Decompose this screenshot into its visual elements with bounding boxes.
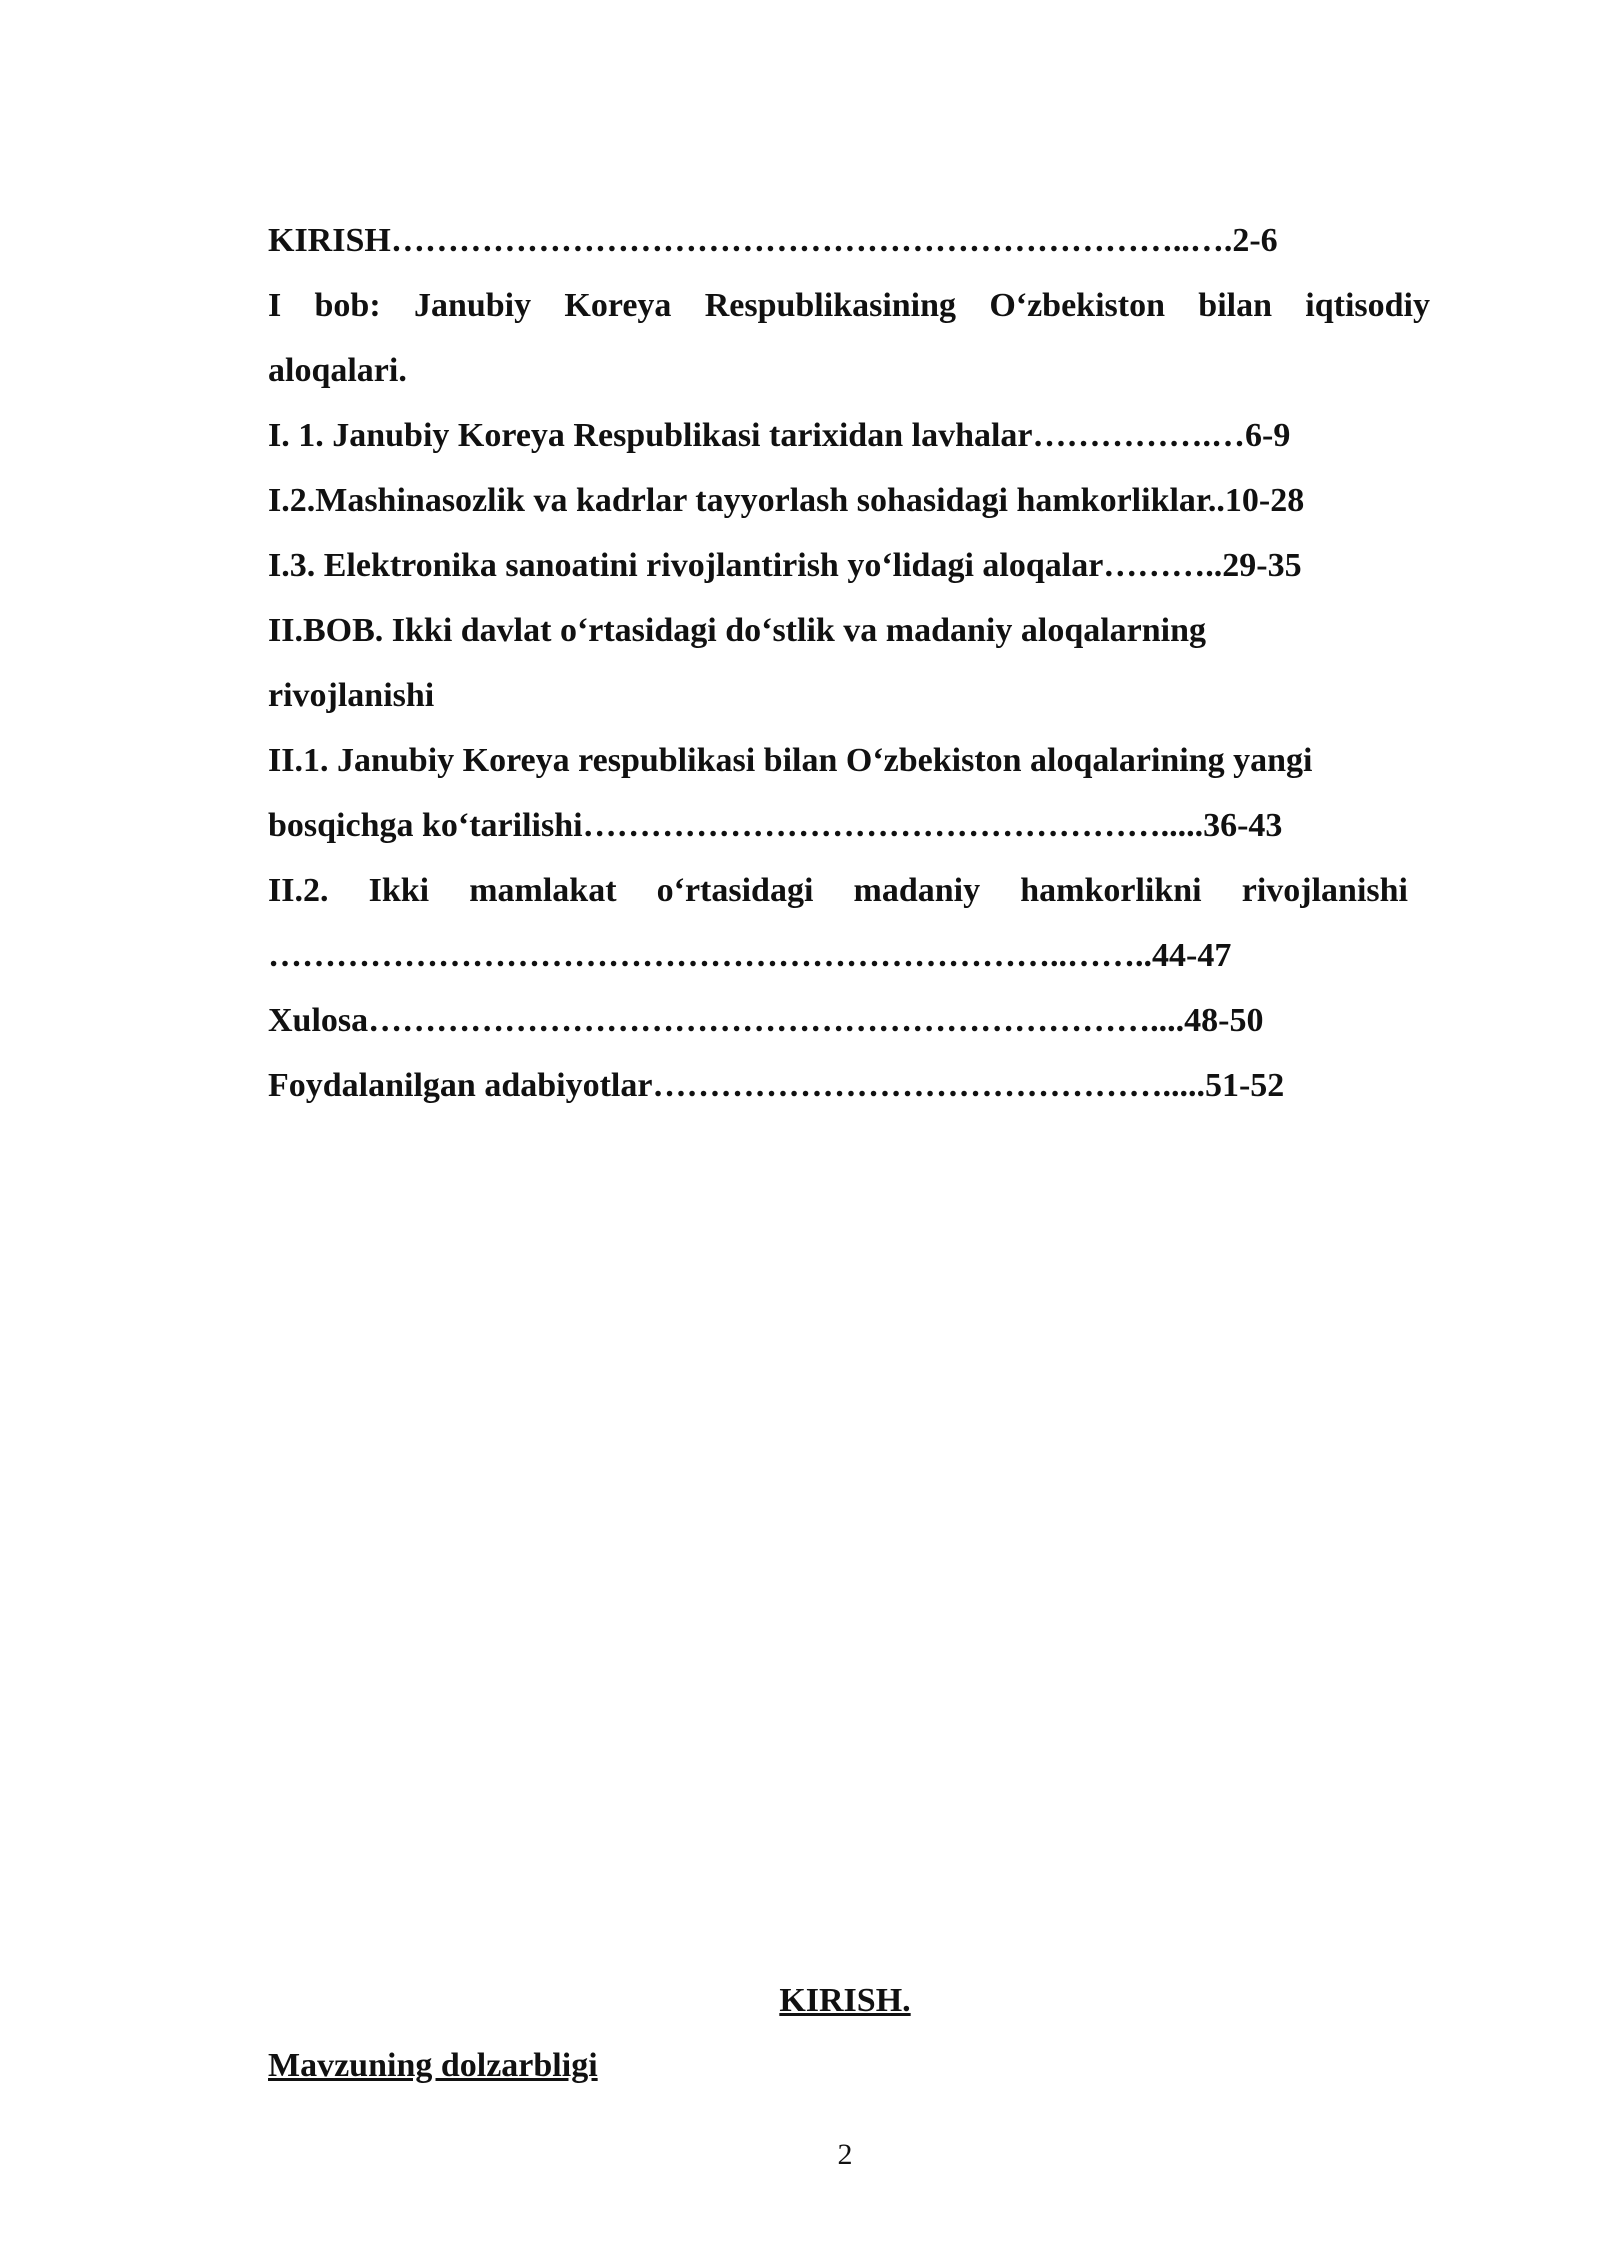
subsection-title: Mavzuning dolzarbligi [268, 2047, 598, 2084]
toc-entry-2-2-cont: ……………………………………………………………..……..44-47 [268, 937, 1232, 974]
toc-entry-bibliography: Foydalanilgan adabiyotlar……………………………………….....51-52 [268, 1067, 1285, 1104]
toc-entry-chapter-1-cont: aloqalari. [268, 352, 407, 389]
toc-entry-1-1: I. 1. Janubiy Koreya Respublikasi tarixidan lavhalar…………….…6-9 [268, 417, 1291, 454]
toc-entry-1-3: I.3. Elektronika sanoatini rivojlantirish yo‘lidagi aloqalar………..29-35 [268, 547, 1302, 584]
toc-entry-chapter-2: II.BOB. Ikki davlat o‘rtasidagi do‘stlik va madaniy aloqalarning [268, 612, 1207, 649]
toc-entry-chapter-2-cont: rivojlanishi [268, 677, 435, 714]
toc-entry-chapter-1: I bob: Janubiy Koreya Respublikasining O‘zbekiston bilan iqtisodiy [268, 287, 1430, 324]
toc-entry-xulosa: Xulosa……………………………………………………………....48-50 [268, 1002, 1264, 1039]
toc-entry-1-2: I.2.Mashinasozlik va kadrlar tayyorlash sohasidagi hamkorliklar..10-28 [268, 482, 1305, 519]
section-title: KIRISH. [779, 1982, 911, 2019]
table-of-contents [268, 208, 1430, 1118]
toc-entry-kirish: KIRISH……………………………………………………………..….2-6 [268, 222, 1278, 259]
page-number: 2 [837, 2138, 853, 2171]
toc-entry-2-2: II.2. Ikki mamlakat o‘rtasidagi madaniy hamkorlikni rivojlanishi [268, 872, 1408, 909]
toc-entry-2-1-cont: bosqichga ko‘tarilishi…………………………………………….....36-43 [268, 807, 1283, 844]
toc-entry-2-1: II.1. Janubiy Koreya respublikasi bilan O‘zbekiston aloqalarining yangi [268, 742, 1313, 779]
